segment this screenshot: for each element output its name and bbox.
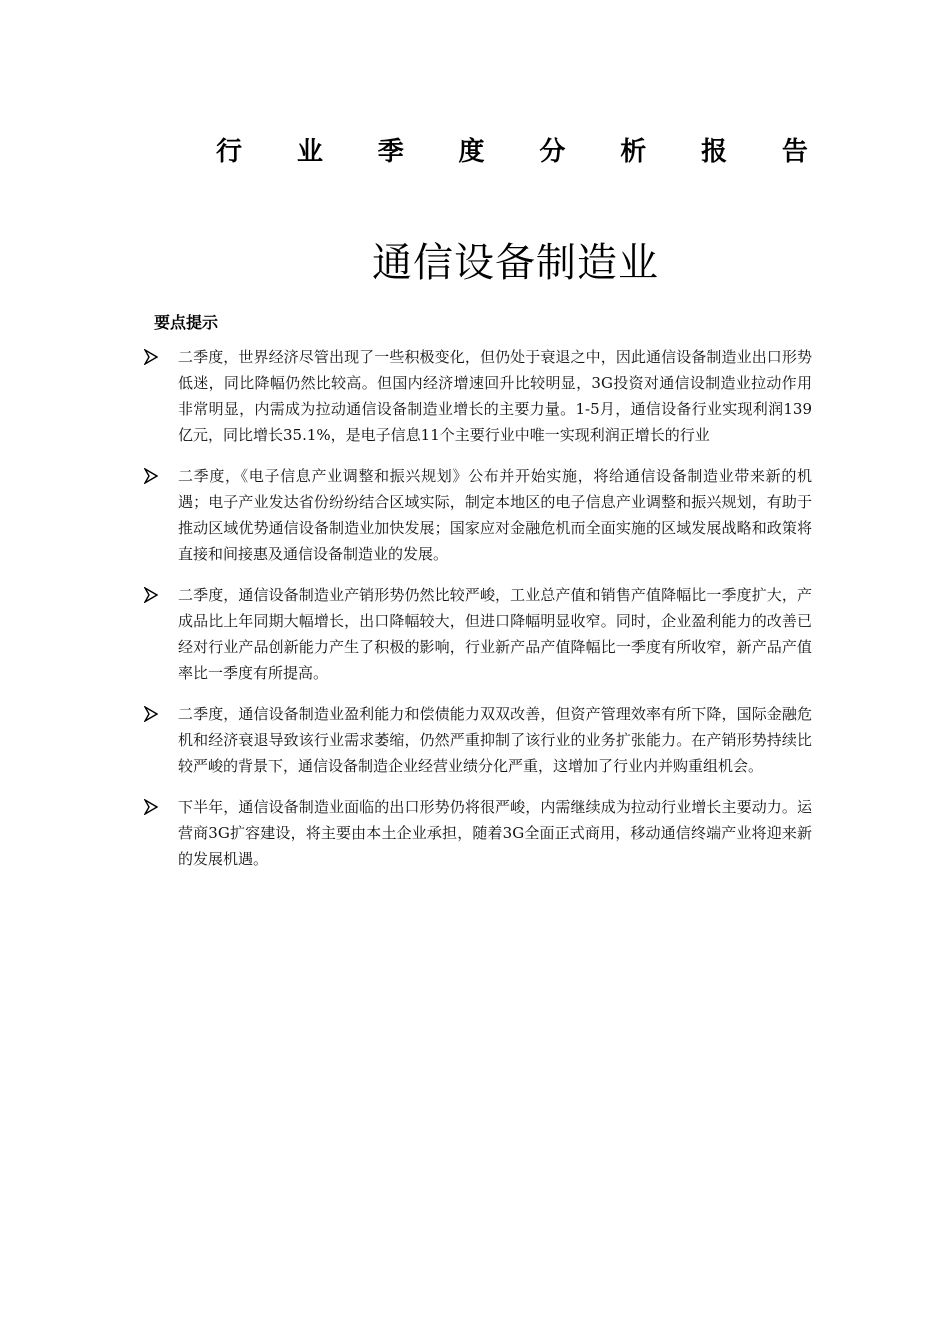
arrow-bullet-icon <box>144 706 158 722</box>
header-char: 业 <box>296 137 323 167</box>
key-point-text: 下半年，通信设备制造业面临的出口形势仍将很严峻，内需继续成为拉动行业增长主要动力。运营商3G扩容建设，将主要由本土企业承担，随着3G全面正式商用，移动通信终端产业将迎来新的发展机遇。 <box>178 798 812 868</box>
arrow-bullet-icon <box>144 349 158 365</box>
arrow-bullet-icon <box>144 799 158 815</box>
header-char: 报 <box>701 137 728 167</box>
key-points-heading: 要点提示 <box>154 313 219 332</box>
header-char: 析 <box>620 137 647 167</box>
key-point-item <box>140 463 812 567</box>
key-point-text: 二季度，通信设备制造业产销形势仍然比较严峻，工业总产值和销售产值降幅比一季度扩大，产成品比上年同期大幅增长，出口降幅较大，但进口降幅明显收窄。同时，企业盈利能力的改善已经对行业产品创新能力产生了积极的影响，行业新产品产值降幅比一季度有所收窄，新产品产值率比一季度有所提高。 <box>178 586 812 682</box>
key-point-item <box>140 344 812 448</box>
key-point-item <box>140 582 812 686</box>
header-char: 季 <box>377 137 404 167</box>
header-char: 分 <box>539 137 566 167</box>
report-header-title <box>216 132 808 172</box>
header-char: 告 <box>781 137 808 167</box>
key-point-item <box>140 701 812 779</box>
key-point-text: 二季度，世界经济尽管出现了一些积极变化，但仍处于衰退之中，因此通信设备制造业出口形势低迷，同比降幅仍然比较高。但国内经济增速回升比较明显，3G投资对通信设制造业拉动作用非常明显，内需成为拉动通信设备制造业增长的主要力量。1-5月，通信设备行业实现利润139亿元，同比增长35.1%，是电子信息11个主要行业中唯一实现利润正增长的行业 <box>178 348 812 444</box>
header-char: 行 <box>216 137 243 167</box>
key-points-list <box>140 344 812 887</box>
header-char: 度 <box>458 137 485 167</box>
main-title: 通信设备制造业 <box>372 240 659 286</box>
key-point-text: 二季度，通信设备制造业盈利能力和偿债能力双双改善，但资产管理效率有所下降，国际金融危机和经济衰退导致该行业需求萎缩，仍然严重抑制了该行业的业务扩张能力。在产销形势持续比较严峻的背景下，通信设备制造企业经营业绩分化严重，这增加了行业内并购重组机会。 <box>178 705 812 775</box>
arrow-bullet-icon <box>144 587 158 603</box>
arrow-bullet-icon <box>144 468 158 484</box>
key-point-text: 二季度，《电子信息产业调整和振兴规划》公布并开始实施，将给通信设备制造业带来新的机遇；电子产业发达省份纷纷结合区域实际，制定本地区的电子信息产业调整和振兴规划，有助于推动区域优势通信设备制造业加快发展；国家应对金融危机而全面实施的区域发展战略和政策将直接和间接惠及通信设备制造业的发展。 <box>178 467 812 563</box>
key-point-item <box>140 794 812 872</box>
